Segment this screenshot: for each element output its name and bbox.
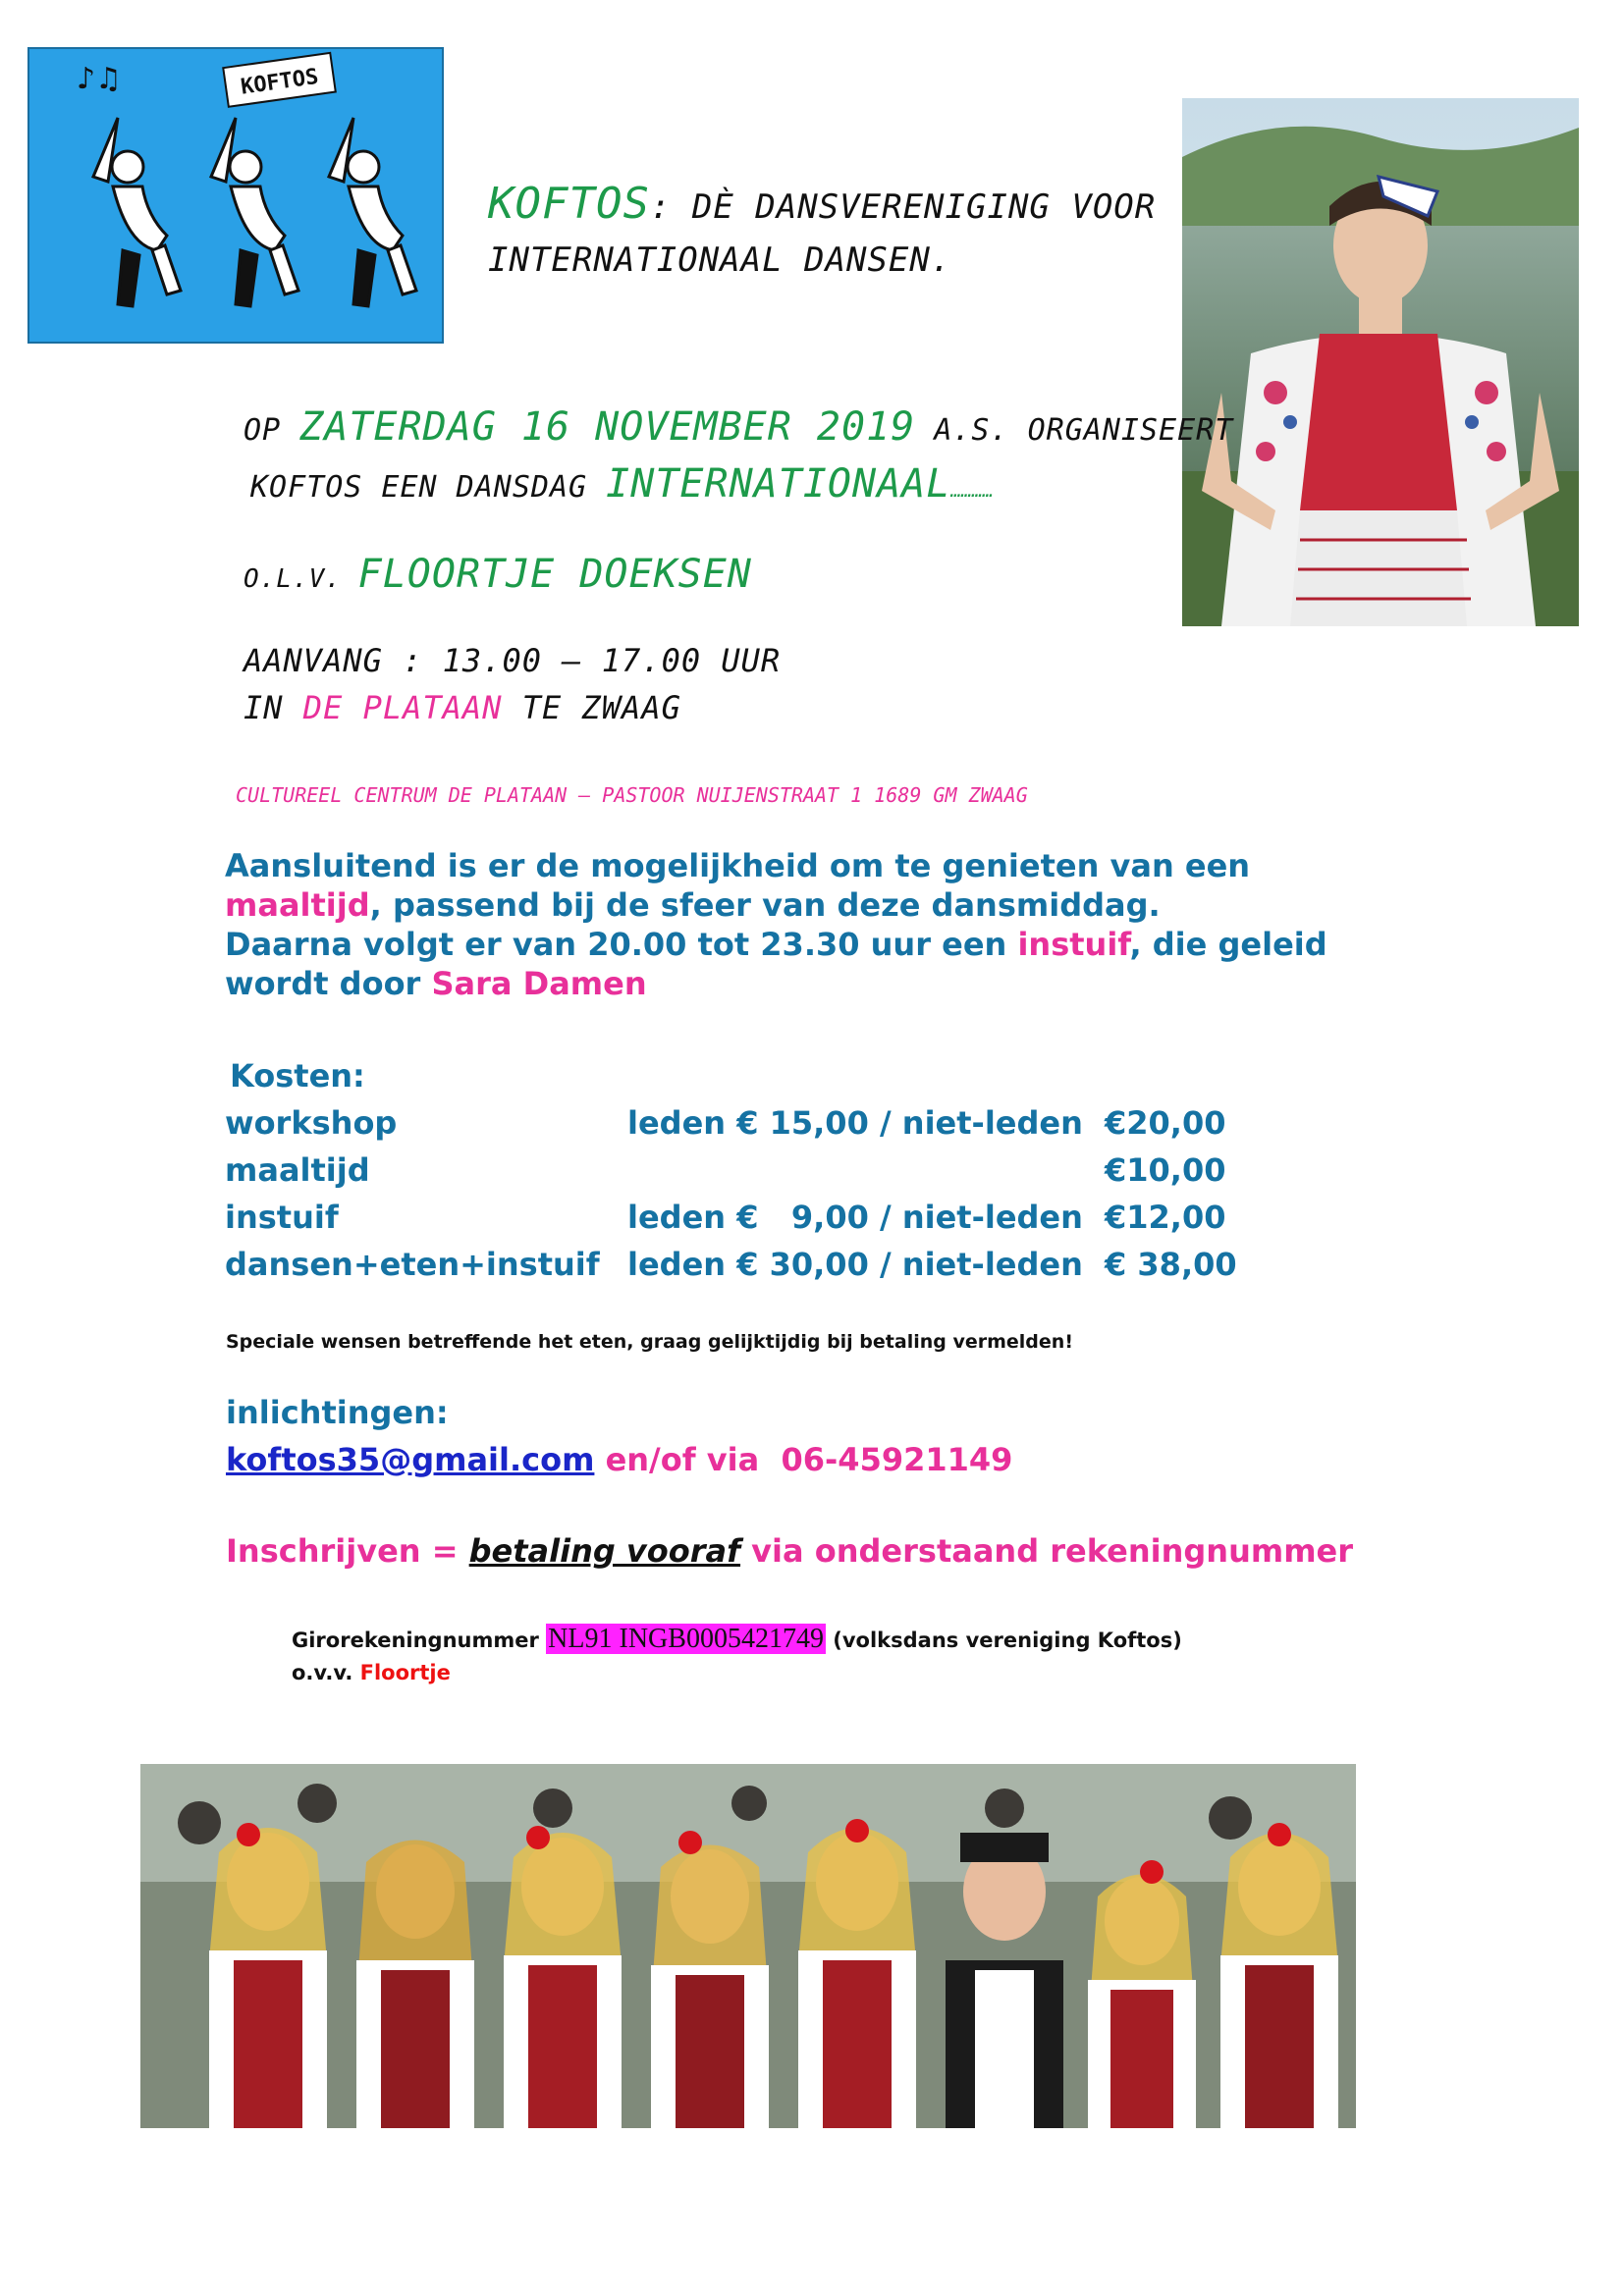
cost-price: €20,00 bbox=[1105, 1104, 1226, 1142]
cost-members: leden € 9,00 / niet-leden bbox=[627, 1199, 1083, 1236]
cost-price: €12,00 bbox=[1105, 1199, 1226, 1236]
event-as: A.S. ORGANISEERT bbox=[934, 413, 1234, 448]
cost-item: instuif bbox=[225, 1199, 339, 1236]
info-paragraph bbox=[225, 846, 1403, 1003]
event-op: OP bbox=[244, 413, 282, 448]
contact-phone: en/of via 06-45921149 bbox=[594, 1441, 1013, 1478]
info-p1c: , passend bij de sfeer van deze dansmiddag. bbox=[369, 886, 1161, 924]
logo-text: KOFTOS bbox=[239, 64, 320, 100]
heading-line-1 bbox=[488, 179, 1156, 229]
info-p2a: Daarna volgt er van 20.00 tot 23.30 uur een bbox=[225, 926, 1007, 963]
event-olv: O.L.V. bbox=[244, 564, 342, 594]
costs-row bbox=[225, 1099, 1237, 1147]
costs-row bbox=[225, 1147, 1237, 1194]
costs-row bbox=[225, 1194, 1237, 1241]
cost-members: leden € 15,00 / niet-leden bbox=[627, 1104, 1083, 1142]
event-time: AANVANG : 13.00 – 17.00 UUR bbox=[244, 642, 782, 679]
event-in: IN bbox=[244, 689, 284, 726]
special-wishes-note: Speciale wensen betreffende het eten, graag gelijktijdig bij betaling vermelden! bbox=[226, 1331, 1073, 1353]
event-town: TE ZWAAG bbox=[521, 689, 681, 726]
event-date: ZATERDAG 16 NOVEMBER 2019 bbox=[299, 404, 916, 450]
costs-row bbox=[225, 1241, 1237, 1288]
info-p3a: wordt door bbox=[225, 965, 421, 1002]
ovv-line bbox=[292, 1661, 451, 1684]
event-line-2a: KOFTOS EEN DANSDAG bbox=[250, 470, 588, 505]
email-link[interactable]: koftos35@gmail.com bbox=[226, 1441, 595, 1478]
event-dots: ………… bbox=[950, 481, 994, 502]
contact-line bbox=[226, 1441, 1012, 1478]
cost-item: dansen+eten+instuif bbox=[225, 1246, 600, 1283]
dancer-portrait-photo bbox=[1182, 98, 1579, 626]
group-dancers-photo bbox=[140, 1764, 1356, 2128]
heading-line-1-rest: : DÈ DANSVERENIGING VOOR bbox=[649, 187, 1157, 227]
event-venue: DE PLATAAN bbox=[302, 689, 503, 726]
cost-members bbox=[627, 1147, 1105, 1194]
cost-price: € 38,00 bbox=[1105, 1246, 1237, 1283]
dancers-logo-illustration bbox=[29, 49, 442, 342]
register-a: Inschrijven = bbox=[226, 1532, 469, 1570]
giro-line bbox=[292, 1624, 1182, 1655]
costs-title: Kosten: bbox=[230, 1057, 365, 1095]
event-date-line bbox=[244, 404, 1233, 450]
info-p2c: , die geleid bbox=[1129, 926, 1327, 963]
event-leader-line bbox=[244, 552, 752, 597]
svg-text:♪♫: ♪♫ bbox=[77, 62, 123, 96]
costs-table bbox=[225, 1099, 1237, 1288]
contact-label: inlichtingen: bbox=[226, 1394, 449, 1431]
event-address: CULTUREEL CENTRUM DE PLATAAN – PASTOOR NUIJENSTRAAT 1 1689 GM ZWAAG bbox=[236, 783, 1028, 807]
ovv-label: o.v.v. bbox=[292, 1661, 360, 1684]
register-payment: betaling vooraf bbox=[468, 1532, 741, 1570]
info-meal: maaltijd bbox=[225, 886, 370, 924]
costs-section bbox=[225, 1052, 1237, 1288]
cost-price: €10,00 bbox=[1105, 1151, 1226, 1189]
event-international: INTERNATIONAAL bbox=[606, 461, 951, 507]
heading-line-2: INTERNATIONAAL DANSEN. bbox=[488, 240, 952, 280]
event-location-line bbox=[244, 689, 681, 726]
heading-brand: KOFTOS bbox=[488, 179, 650, 229]
koftos-logo bbox=[27, 47, 444, 344]
info-instuif: instuif bbox=[1017, 926, 1130, 963]
giro-label: Girorekeningnummer bbox=[292, 1629, 547, 1652]
cost-members: leden € 30,00 / niet-leden bbox=[627, 1246, 1083, 1283]
event-leader: FLOORTJE DOEKSEN bbox=[357, 552, 752, 597]
giro-iban: NL91 INGB0005421749 bbox=[548, 1624, 824, 1654]
dancer-portrait-illustration bbox=[1182, 98, 1579, 626]
event-line-2 bbox=[250, 461, 994, 507]
cost-item: maaltijd bbox=[225, 1151, 370, 1189]
info-p1a: Aansluitend is er de mogelijkheid om te genieten van een bbox=[225, 847, 1251, 884]
register-c: via onderstaand rekeningnummer bbox=[740, 1532, 1354, 1570]
cost-item: workshop bbox=[225, 1104, 398, 1142]
giro-note: (volksdans vereniging Koftos) bbox=[825, 1629, 1182, 1652]
register-line bbox=[226, 1532, 1353, 1570]
group-dancers-illustration bbox=[140, 1764, 1356, 2128]
info-leader: Sara Damen bbox=[431, 965, 647, 1002]
ovv-name: Floortje bbox=[359, 1661, 451, 1684]
